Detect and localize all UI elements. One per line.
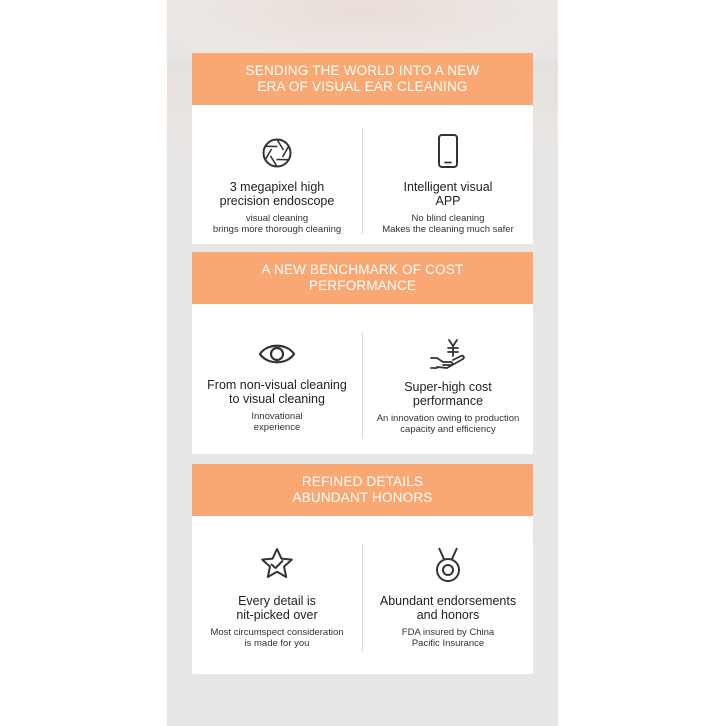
feature-title-line: Intelligent visual — [403, 180, 493, 194]
yuan-hand-icon — [429, 338, 467, 370]
feature-title-line: to visual cleaning — [229, 392, 325, 406]
star-check-icon — [259, 546, 295, 582]
feature-description-line: No blind cleaning — [411, 213, 485, 224]
section-3-header — [192, 464, 533, 516]
feature-description — [363, 628, 533, 649]
section-1-header-line-1: SENDING THE WORLD INTO A NEW — [245, 63, 480, 78]
feature-title-line: performance — [412, 394, 484, 408]
section-2-header-line-2: PERFORMANCE — [308, 278, 417, 293]
feature-description-line: Innovational — [251, 411, 303, 422]
page-panel — [167, 0, 558, 726]
eye-icon — [257, 340, 297, 368]
section-2-header — [192, 252, 533, 304]
feature-description-line: Most circumspect consideration — [210, 627, 344, 638]
feature-description-line: visual cleaning — [245, 213, 309, 224]
feature-app — [363, 133, 533, 235]
feature-description-line: is made for you — [244, 637, 310, 649]
section-3-header-line-2: ABUNDANT HONORS — [292, 490, 433, 505]
feature-title-line: nit-picked over — [236, 608, 318, 622]
feature-details — [192, 546, 362, 649]
section-1-header — [192, 53, 533, 105]
feature-title — [363, 380, 533, 408]
feature-description — [192, 412, 362, 433]
feature-title-line: Abundant endorsements — [379, 594, 517, 608]
feature-description-line: An innovation owing to production — [376, 413, 520, 424]
feature-description-line: Makes the cleaning much safer — [382, 223, 514, 235]
feature-title-line: From non-visual cleaning — [207, 378, 347, 392]
feature-honors — [363, 546, 533, 649]
feature-title-line: Every detail is — [238, 594, 316, 608]
feature-title-line: 3 megapixel high — [229, 180, 325, 194]
section-3-header-line-1: REFINED DETAILS — [301, 474, 424, 489]
feature-description-line: capacity and efficiency — [400, 423, 496, 435]
feature-title-line: precision endoscope — [219, 194, 335, 208]
feature-cost-performance — [363, 338, 533, 435]
feature-title — [363, 594, 533, 622]
section-2-header-line-1: A NEW BENCHMARK OF COST — [261, 262, 464, 277]
feature-description-line: Pacific Insurance — [411, 637, 485, 649]
feature-description — [192, 628, 362, 649]
medal-icon — [430, 546, 466, 584]
feature-description-line: FDA insured by China — [401, 627, 495, 638]
feature-title — [192, 378, 362, 406]
feature-endoscope — [192, 137, 362, 235]
feature-title-line: APP — [435, 194, 461, 208]
feature-title-line: and honors — [416, 608, 480, 622]
section-1-header-line-2: ERA OF VISUAL EAR CLEANING — [257, 79, 468, 94]
feature-title-line: Super-high cost — [404, 380, 492, 394]
feature-visual-cleaning — [192, 340, 362, 433]
feature-title — [363, 180, 533, 208]
aperture-icon — [261, 137, 293, 169]
feature-description-line: brings more thorough cleaning — [212, 223, 342, 235]
feature-description — [363, 214, 533, 235]
feature-description — [363, 414, 533, 435]
feature-title — [192, 594, 362, 622]
feature-description — [192, 214, 362, 235]
smartphone-icon — [432, 133, 464, 169]
blurred-background — [167, 0, 558, 60]
feature-title — [192, 180, 362, 208]
feature-description-line: experience — [253, 421, 301, 433]
